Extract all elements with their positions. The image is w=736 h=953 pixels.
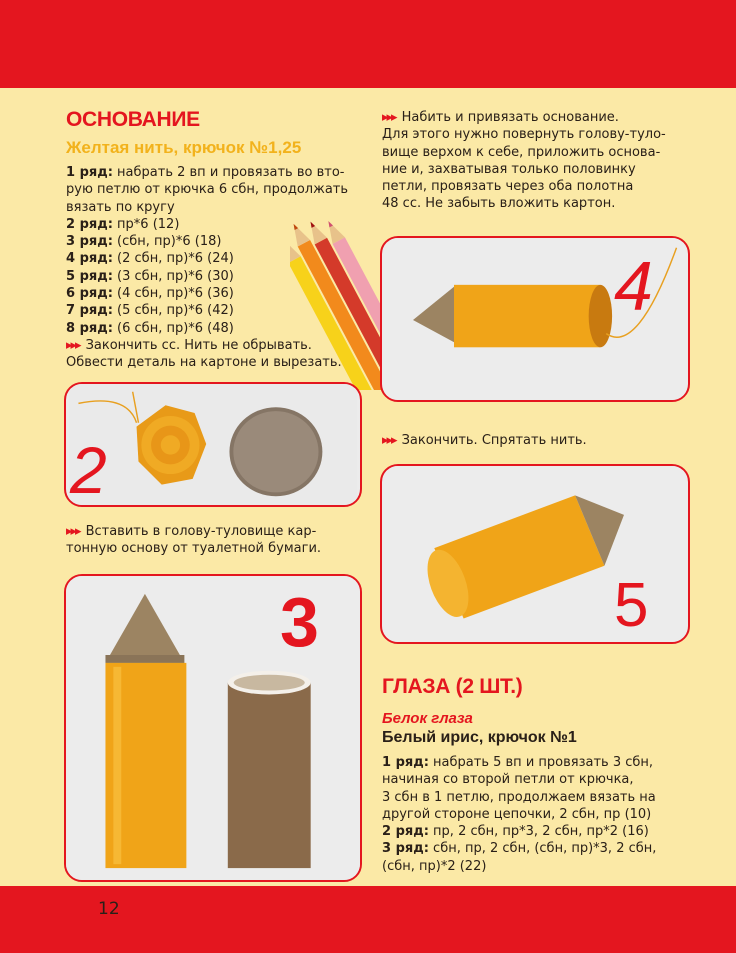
bottom-red-band: [0, 886, 736, 953]
stuff-instructions: [382, 109, 666, 213]
photo-step-5: [380, 464, 690, 644]
hexagon-and-cardboard-image: [66, 384, 360, 505]
photo-step-4: [380, 236, 690, 402]
row-line: 2 ряд: пр, 2 сбн, пр*3, 2 сбн, пр*2 (16): [382, 824, 649, 840]
arrows-icon: ▸▸▸: [66, 524, 80, 539]
row-line: 6 ряд: (4 сбн, пр)*6 (36): [66, 286, 234, 302]
arrows-icon: ▸▸▸: [66, 337, 80, 353]
insert-line: ▸▸▸ Вставить в голову-туловище кар-: [66, 524, 317, 539]
row-line: другой стороне цепочки, 2 сбн, пр (10): [382, 806, 652, 822]
page-number: 12: [98, 899, 120, 919]
section-subtitle-eye-white: Белок глаза: [382, 710, 473, 727]
finish-line: ▸▸▸ Закончить. Спрятать нить.: [382, 433, 587, 448]
row-line: 1 ряд: набрать 5 вп и провязать 3 сбн,: [382, 755, 654, 770]
section-subtitle-base: Желтая нить, крючок №1,25: [66, 138, 302, 157]
row-line: 8 ряд: (6 сбн, пр)*6 (48): [66, 320, 234, 336]
section-title-eyes: ГЛАЗА (2 ШТ.): [382, 675, 523, 698]
stuff-line: Для этого нужно повернуть голову-туло-: [382, 127, 666, 143]
finish-line: ▸▸▸ Закончить сс. Нить не обрывать.: [66, 337, 312, 353]
arrows-icon: ▸▸▸: [382, 110, 396, 125]
step-number-4: 4: [614, 247, 653, 325]
section-title-base: ОСНОВАНИЕ: [66, 108, 200, 131]
row-line: 3 ряд: сбн, пр, 2 сбн, (сбн, пр)*3, 2 сбн,: [382, 841, 657, 857]
section-yarn-info: Белый ирис, крючок №1: [382, 729, 577, 746]
row-line: вязать по кругу: [66, 199, 175, 215]
finish-line: Обвести деталь на картоне и вырезать.: [66, 355, 342, 371]
step-number-3: 3: [280, 583, 319, 661]
row-line: 3 сбн в 1 петлю, продолжаем вязать на: [382, 789, 656, 805]
insert-instructions: [66, 523, 321, 558]
eyes-instructions: [382, 754, 656, 875]
row-line: (сбн, пр)*2 (22): [382, 858, 487, 874]
row-line: рую петлю от крючка 6 сбн, продолжать: [66, 182, 349, 198]
stuff-line: петли, провязать через оба полотна: [382, 179, 634, 195]
row-line: начиная со второй петли от крючка,: [382, 772, 634, 788]
top-red-band: [0, 0, 736, 88]
stuff-line: вище верхом к себе, приложить основа-: [382, 144, 661, 160]
row-line: 7 ряд: (5 сбн, пр)*6 (42): [66, 303, 234, 319]
arrows-icon: ▸▸▸: [382, 433, 396, 448]
step-number-5: 5: [614, 571, 649, 640]
row-line: 3 ряд: (сбн, пр)*6 (18): [66, 234, 222, 250]
row-line: 2 ряд: пр*6 (12): [66, 216, 180, 232]
insert-line: тонную основу от туалетной бумаги.: [66, 541, 322, 557]
finish-instructions: [382, 432, 587, 449]
photo-step-3: [64, 574, 362, 882]
stuff-line: 48 сс. Не забыть вложить картон.: [382, 196, 616, 212]
row-line: 5 ряд: (3 сбн, пр)*6 (30): [66, 268, 234, 284]
step-number-2: 2: [70, 433, 107, 507]
row-line: 4 ряд: (2 сбн, пр)*6 (24): [66, 251, 234, 267]
photo-step-2: [64, 382, 362, 507]
stuff-line: ▸▸▸ Набить и привязать основание.: [382, 110, 619, 125]
row-line: 1 ряд: набрать 2 вп и провязать во вто-: [66, 165, 345, 180]
stuff-line: ние и, захватывая только половинку: [382, 161, 636, 177]
